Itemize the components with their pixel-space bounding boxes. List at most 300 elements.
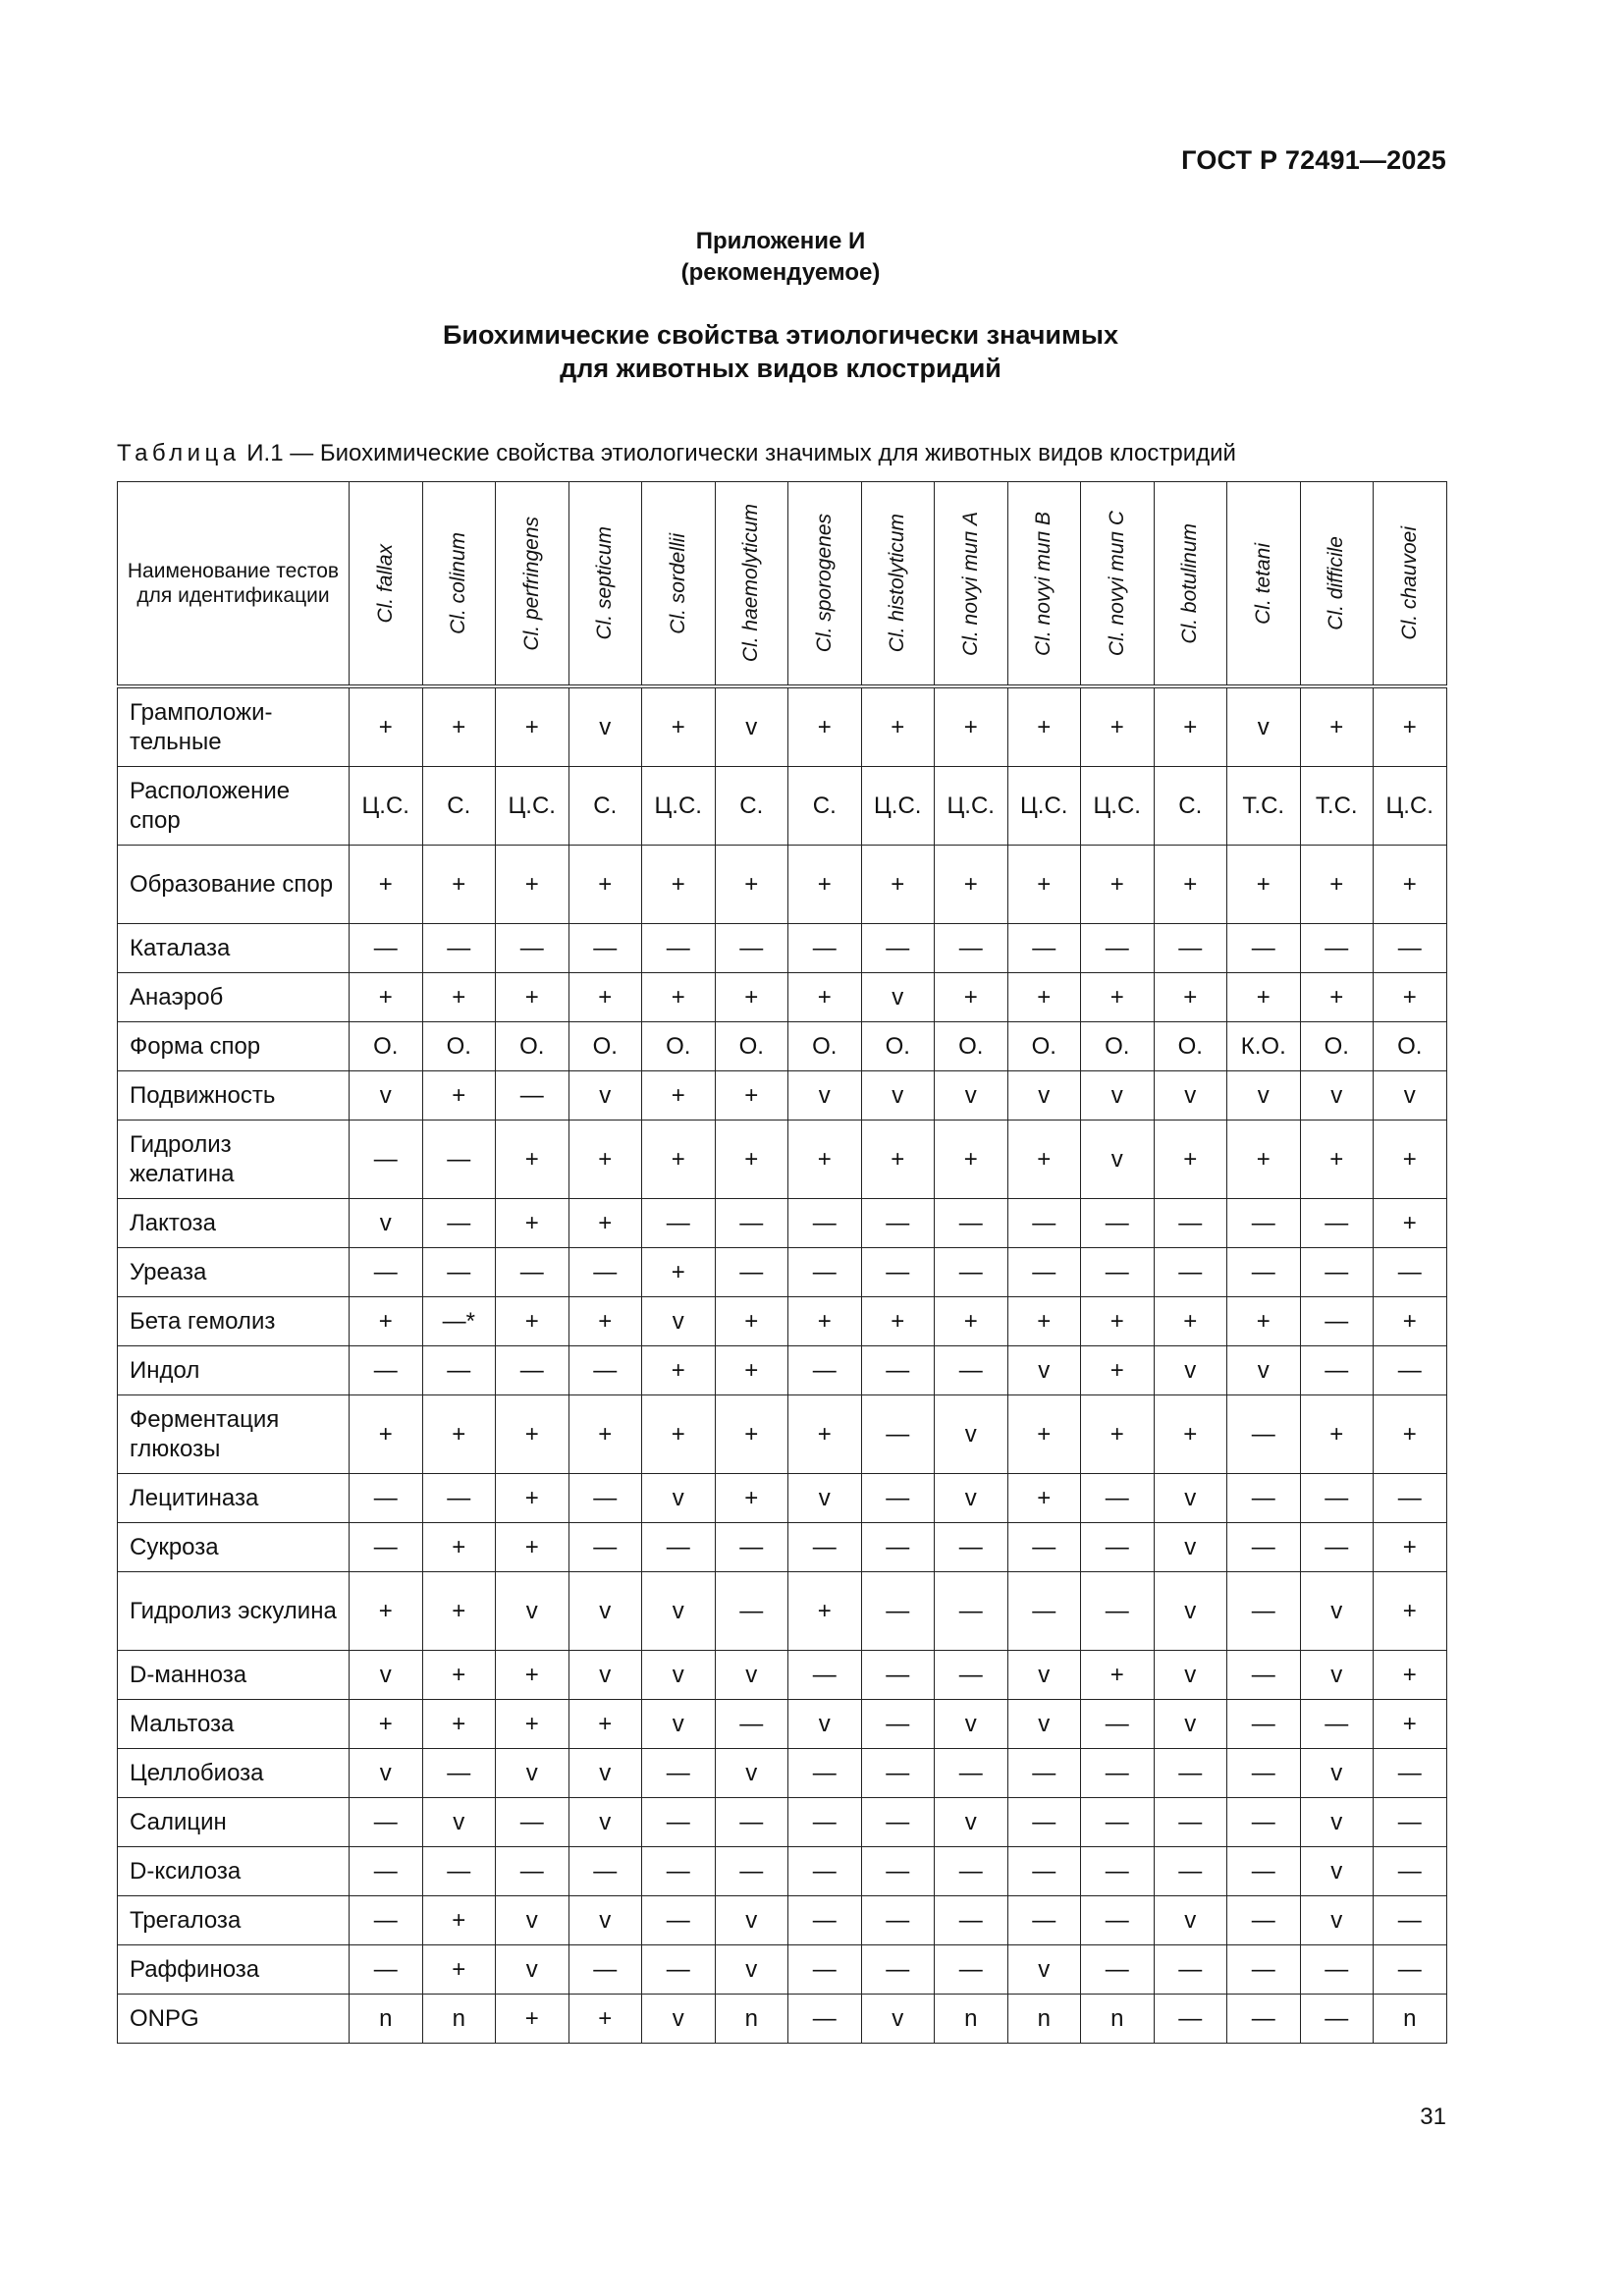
result-cell: + (496, 1700, 569, 1749)
result-cell: v (788, 1071, 862, 1121)
result-cell: — (568, 1945, 642, 1995)
result-cell: — (1007, 1847, 1081, 1896)
result-cell: — (935, 1847, 1008, 1896)
result-cell: — (1300, 1346, 1374, 1395)
result-cell: — (715, 924, 788, 973)
result-cell: + (642, 846, 716, 924)
result-cell: n (935, 1995, 1008, 2044)
result-cell: Ц.С. (1081, 767, 1155, 846)
result-cell: + (1081, 1297, 1155, 1346)
table-row (118, 1121, 1447, 1199)
result-cell: — (1227, 1199, 1301, 1248)
species-name: Cl. chauvoei (1397, 526, 1421, 640)
result-cell: — (861, 1474, 935, 1523)
result-cell: — (1081, 1945, 1155, 1995)
result-cell: О. (1081, 1022, 1155, 1071)
page-title-line-1: Биохимические свойства этиологически значимых (442, 320, 1119, 350)
result-cell: + (496, 686, 569, 767)
header-species (788, 482, 862, 687)
result-cell: v (715, 686, 788, 767)
result-cell: — (422, 1474, 496, 1523)
header-species (1300, 482, 1374, 687)
species-name: Cl. sporogenes (812, 514, 836, 653)
result-cell: + (1081, 686, 1155, 767)
result-cell: v (1007, 1700, 1081, 1749)
result-cell: + (788, 1121, 862, 1199)
result-cell: — (350, 924, 423, 973)
result-cell: n (715, 1995, 788, 2044)
result-cell: — (422, 1199, 496, 1248)
result-cell: Ц.С. (350, 767, 423, 846)
result-cell: v (715, 1896, 788, 1945)
document-code: ГОСТ Р 72491—2025 (1181, 145, 1446, 175)
header-species (1227, 482, 1301, 687)
table-row (118, 1071, 1447, 1121)
result-cell: — (1227, 1896, 1301, 1945)
result-cell: — (1007, 1749, 1081, 1798)
species-name: Cl. novyi тип A (958, 511, 982, 656)
result-cell: — (1154, 1798, 1227, 1847)
appendix-heading (0, 226, 1561, 289)
result-cell: — (350, 1798, 423, 1847)
species-name: Cl. histolyticum (886, 514, 909, 653)
header-species (861, 482, 935, 687)
result-cell: С. (715, 767, 788, 846)
result-cell: + (1374, 1199, 1447, 1248)
result-cell: v (350, 1651, 423, 1700)
result-cell: + (350, 686, 423, 767)
header-species (1081, 482, 1155, 687)
result-cell: v (1154, 1572, 1227, 1651)
result-cell: — (1227, 1798, 1301, 1847)
result-cell: + (1374, 1572, 1447, 1651)
table-row (118, 767, 1447, 846)
result-cell: + (1374, 846, 1447, 924)
result-cell: + (1374, 1395, 1447, 1474)
result-cell: + (788, 973, 862, 1022)
result-cell: + (1154, 1121, 1227, 1199)
result-cell: — (861, 1395, 935, 1474)
result-cell: — (496, 1847, 569, 1896)
table-caption-label: Таблица (117, 440, 241, 466)
result-cell: — (350, 1248, 423, 1297)
result-cell: + (1374, 973, 1447, 1022)
result-cell: + (1154, 973, 1227, 1022)
result-cell: + (1007, 1395, 1081, 1474)
result-cell: + (1007, 1297, 1081, 1346)
result-cell: + (496, 1395, 569, 1474)
header-species (1154, 482, 1227, 687)
result-cell: — (861, 1700, 935, 1749)
table-row (118, 1749, 1447, 1798)
table-row (118, 1297, 1447, 1346)
result-cell: — (422, 1749, 496, 1798)
result-cell: С. (568, 767, 642, 846)
result-cell: — (350, 1346, 423, 1395)
test-name-cell: Раффиноза (118, 1945, 350, 1995)
result-cell: О. (1300, 1022, 1374, 1071)
species-name: Cl. colinum (447, 532, 470, 634)
result-cell: v (861, 1995, 935, 2044)
result-cell: — (1374, 1346, 1447, 1395)
result-cell: + (568, 1199, 642, 1248)
result-cell: — (1374, 1749, 1447, 1798)
table-row (118, 1395, 1447, 1474)
result-cell: — (1374, 1474, 1447, 1523)
result-cell: — (788, 1995, 862, 2044)
result-cell: v (935, 1700, 1008, 1749)
result-cell: — (861, 1248, 935, 1297)
result-cell: — (935, 1572, 1008, 1651)
result-cell: + (1007, 686, 1081, 767)
result-cell: v (1227, 1071, 1301, 1121)
result-cell: + (422, 686, 496, 767)
test-name-cell: Анаэроб (118, 973, 350, 1022)
result-cell: — (642, 1199, 716, 1248)
result-cell: + (422, 1395, 496, 1474)
test-name-cell: Образование спор (118, 846, 350, 924)
result-cell: — (788, 1749, 862, 1798)
result-cell: + (715, 1395, 788, 1474)
header-species (642, 482, 716, 687)
result-cell: v (1300, 1071, 1374, 1121)
result-cell: — (1007, 1523, 1081, 1572)
test-name-cell: Ферментация глюкозы (118, 1395, 350, 1474)
result-cell: — (496, 1346, 569, 1395)
result-cell: v (1227, 686, 1301, 767)
table-body (118, 686, 1447, 2044)
page-number: 31 (1420, 2104, 1446, 2130)
result-cell: + (642, 1071, 716, 1121)
test-name-cell: Гидролиз эскулина (118, 1572, 350, 1651)
result-cell: — (1081, 1749, 1155, 1798)
result-cell: + (1300, 686, 1374, 767)
result-cell: + (1007, 1121, 1081, 1199)
result-cell: — (642, 1749, 716, 1798)
result-cell: v (715, 1651, 788, 1700)
result-cell: — (1081, 1523, 1155, 1572)
result-cell: v (496, 1749, 569, 1798)
result-cell: + (935, 846, 1008, 924)
result-cell: v (496, 1896, 569, 1945)
result-cell: О. (1374, 1022, 1447, 1071)
result-cell: — (1300, 1297, 1374, 1346)
result-cell: v (568, 1572, 642, 1651)
result-cell: — (788, 1346, 862, 1395)
table-row (118, 1847, 1447, 1896)
result-cell: v (568, 1798, 642, 1847)
result-cell: + (788, 1297, 862, 1346)
result-cell: + (568, 846, 642, 924)
result-cell: Т.С. (1227, 767, 1301, 846)
result-cell: — (1081, 1572, 1155, 1651)
result-cell: + (422, 846, 496, 924)
result-cell: + (350, 1700, 423, 1749)
result-cell: + (568, 1297, 642, 1346)
result-cell: + (1154, 846, 1227, 924)
result-cell: — (350, 1474, 423, 1523)
result-cell: — (1374, 1798, 1447, 1847)
result-cell: Т.С. (1300, 767, 1374, 846)
result-cell: Ц.С. (935, 767, 1008, 846)
result-cell: — (422, 1346, 496, 1395)
result-cell: v (935, 1474, 1008, 1523)
result-cell: n (1374, 1995, 1447, 2044)
result-cell: v (642, 1572, 716, 1651)
result-cell: О. (350, 1022, 423, 1071)
result-cell: v (1154, 1523, 1227, 1572)
table-row (118, 1346, 1447, 1395)
result-cell: v (1300, 1749, 1374, 1798)
appendix-label: Приложение И (695, 228, 866, 254)
test-name-cell: Мальтоза (118, 1700, 350, 1749)
table-row (118, 1474, 1447, 1523)
result-cell: v (568, 1749, 642, 1798)
result-cell: О. (496, 1022, 569, 1071)
table-row (118, 1700, 1447, 1749)
result-cell: v (568, 686, 642, 767)
result-cell: + (496, 1474, 569, 1523)
test-name-cell: Салицин (118, 1798, 350, 1847)
result-cell: — (568, 1346, 642, 1395)
test-name-cell: D-манноза (118, 1651, 350, 1700)
result-cell: + (1374, 1523, 1447, 1572)
result-cell: — (715, 1248, 788, 1297)
result-cell: — (1374, 1248, 1447, 1297)
result-cell: + (1374, 1700, 1447, 1749)
result-cell: v (350, 1071, 423, 1121)
result-cell: v (1007, 1945, 1081, 1995)
result-cell: — (1081, 1474, 1155, 1523)
result-cell: + (496, 1297, 569, 1346)
result-cell: — (788, 1798, 862, 1847)
result-cell: v (568, 1651, 642, 1700)
result-cell: — (861, 1346, 935, 1395)
result-cell: + (642, 1395, 716, 1474)
result-cell: — (1300, 1523, 1374, 1572)
result-cell: — (715, 1199, 788, 1248)
result-cell: + (642, 1346, 716, 1395)
result-cell: — (1081, 924, 1155, 973)
species-name: Cl. difficile (1325, 536, 1348, 630)
result-cell: — (861, 1945, 935, 1995)
appendix-status: (рекомендуемое) (680, 259, 881, 286)
header-species (1374, 482, 1447, 687)
result-cell: + (788, 1395, 862, 1474)
result-cell: — (935, 1346, 1008, 1395)
result-cell: — (642, 1896, 716, 1945)
result-cell: v (496, 1945, 569, 1995)
result-cell: n (350, 1995, 423, 2044)
result-cell: — (1154, 924, 1227, 973)
result-cell: v (350, 1199, 423, 1248)
table-row (118, 1651, 1447, 1700)
result-cell: О. (1007, 1022, 1081, 1071)
test-name-cell: Уреаза (118, 1248, 350, 1297)
result-cell: + (1081, 1346, 1155, 1395)
result-cell: + (715, 1121, 788, 1199)
result-cell: + (1374, 1121, 1447, 1199)
result-cell: + (1081, 973, 1155, 1022)
result-cell: v (1154, 1700, 1227, 1749)
result-cell: v (642, 1995, 716, 2044)
result-cell: v (788, 1474, 862, 1523)
result-cell: v (1374, 1071, 1447, 1121)
result-cell: v (788, 1700, 862, 1749)
test-name-cell: Трегалоза (118, 1896, 350, 1945)
species-name: Cl. sordellii (666, 532, 689, 634)
result-cell: + (350, 973, 423, 1022)
header-test-name: Наименование тестов для идентификации (118, 482, 350, 687)
table-row (118, 1523, 1447, 1572)
result-cell: + (642, 1121, 716, 1199)
result-cell: v (861, 1071, 935, 1121)
result-cell: v (935, 1395, 1008, 1474)
species-name: Cl. botulinum (1178, 522, 1202, 644)
header-species (568, 482, 642, 687)
result-cell: v (1154, 1896, 1227, 1945)
result-cell: — (935, 924, 1008, 973)
species-name: Cl. novyi тип C (1105, 510, 1128, 657)
test-name-cell: Индол (118, 1346, 350, 1395)
result-cell: Ц.С. (496, 767, 569, 846)
result-cell: — (715, 1572, 788, 1651)
result-cell: — (1227, 1749, 1301, 1798)
result-cell: — (1081, 1847, 1155, 1896)
result-cell: — (1154, 1749, 1227, 1798)
result-cell: + (715, 846, 788, 924)
result-cell: — (788, 1199, 862, 1248)
result-cell: — (1227, 1700, 1301, 1749)
result-cell: — (642, 924, 716, 973)
result-cell: + (715, 1474, 788, 1523)
result-cell: v (1300, 1896, 1374, 1945)
result-cell: — (1007, 1199, 1081, 1248)
result-cell: + (715, 1297, 788, 1346)
result-cell: + (1007, 846, 1081, 924)
table-row (118, 1995, 1447, 2044)
result-cell: — (568, 1847, 642, 1896)
result-cell: + (422, 1572, 496, 1651)
result-cell: v (1300, 1651, 1374, 1700)
result-cell: + (496, 1199, 569, 1248)
test-name-cell: Расположение спор (118, 767, 350, 846)
result-cell: — (788, 1945, 862, 1995)
result-cell: v (496, 1572, 569, 1651)
result-cell: + (422, 1651, 496, 1700)
result-cell: v (422, 1798, 496, 1847)
table-row (118, 1248, 1447, 1297)
result-cell: + (715, 973, 788, 1022)
test-name-cell: Сукроза (118, 1523, 350, 1572)
result-cell: + (350, 1572, 423, 1651)
result-cell: — (1154, 1847, 1227, 1896)
result-cell: — (715, 1523, 788, 1572)
result-cell: + (1374, 1651, 1447, 1700)
page-title (0, 318, 1561, 385)
result-cell: С. (422, 767, 496, 846)
result-cell: n (1007, 1995, 1081, 2044)
result-cell: + (350, 846, 423, 924)
result-cell: О. (1154, 1022, 1227, 1071)
result-cell: — (1081, 1700, 1155, 1749)
result-cell: + (496, 846, 569, 924)
result-cell: + (496, 973, 569, 1022)
result-cell: — (496, 924, 569, 973)
test-name-cell: Подвижность (118, 1071, 350, 1121)
result-cell: — (1374, 1896, 1447, 1945)
result-cell: — (568, 1474, 642, 1523)
result-cell: — (350, 1945, 423, 1995)
test-name-cell: Грамположи-тельные (118, 686, 350, 767)
result-cell: + (422, 1896, 496, 1945)
result-cell: — (788, 1248, 862, 1297)
result-cell: — (1374, 1847, 1447, 1896)
result-cell: v (1300, 1798, 1374, 1847)
test-name-cell: D-ксилоза (118, 1847, 350, 1896)
result-cell: v (1154, 1346, 1227, 1395)
result-cell: — (1007, 1572, 1081, 1651)
result-cell: + (1227, 1297, 1301, 1346)
result-cell: + (568, 973, 642, 1022)
result-cell: — (1300, 1474, 1374, 1523)
result-cell: + (422, 1700, 496, 1749)
result-cell: — (496, 1071, 569, 1121)
result-cell: — (642, 1847, 716, 1896)
result-cell: + (861, 1297, 935, 1346)
result-cell: + (350, 1297, 423, 1346)
result-cell: — (935, 1896, 1008, 1945)
result-cell: v (642, 1474, 716, 1523)
result-cell: — (1081, 1798, 1155, 1847)
result-cell: + (568, 1395, 642, 1474)
result-cell: + (1154, 686, 1227, 767)
result-cell: — (1081, 1896, 1155, 1945)
result-cell: v (1007, 1071, 1081, 1121)
result-cell: + (715, 1071, 788, 1121)
table-row (118, 1199, 1447, 1248)
result-cell: + (422, 973, 496, 1022)
result-cell: + (1227, 973, 1301, 1022)
result-cell: О. (715, 1022, 788, 1071)
result-cell: v (861, 973, 935, 1022)
result-cell: — (350, 1896, 423, 1945)
result-cell: — (715, 1700, 788, 1749)
result-cell: n (1081, 1995, 1155, 2044)
result-cell: + (1154, 1395, 1227, 1474)
result-cell: + (496, 1523, 569, 1572)
result-cell: + (1374, 686, 1447, 767)
result-cell: v (935, 1798, 1008, 1847)
result-cell: + (1154, 1297, 1227, 1346)
test-name-cell: Бета гемолиз (118, 1297, 350, 1346)
test-name-cell: Гидролиз желатина (118, 1121, 350, 1199)
species-name: Cl. septicum (593, 526, 617, 640)
result-cell: — (1007, 1896, 1081, 1945)
result-cell: О. (788, 1022, 862, 1071)
result-cell: v (715, 1945, 788, 1995)
result-cell: + (1081, 1395, 1155, 1474)
result-cell: — (1227, 1248, 1301, 1297)
result-cell: v (1227, 1346, 1301, 1395)
result-cell: v (1300, 1572, 1374, 1651)
table-row (118, 973, 1447, 1022)
result-cell: — (1227, 1523, 1301, 1572)
table-caption (117, 440, 1236, 467)
table-header-row (118, 482, 1447, 687)
table-row (118, 846, 1447, 924)
result-cell: — (1227, 1474, 1301, 1523)
